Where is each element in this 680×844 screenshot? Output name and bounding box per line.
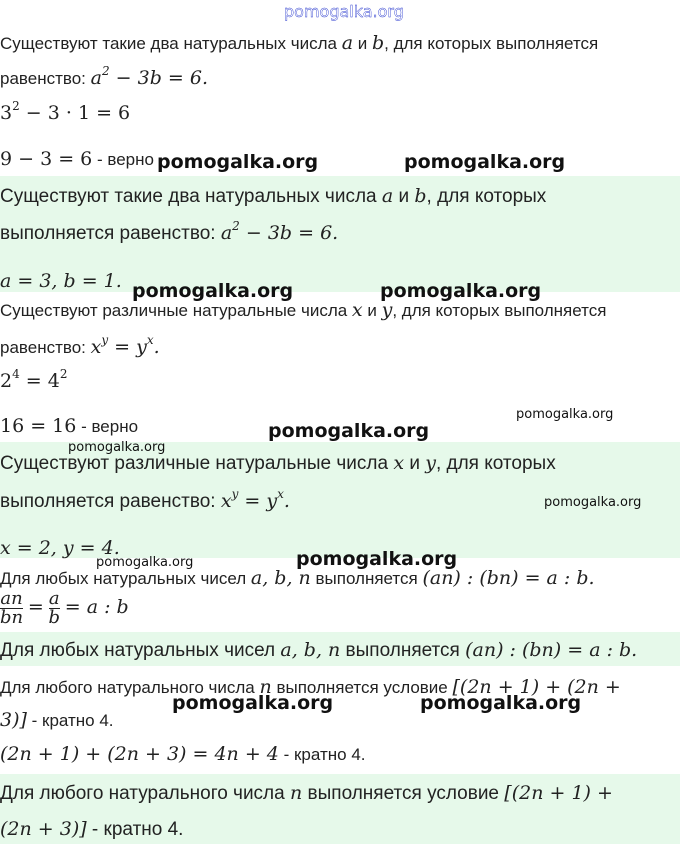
statement-text: Для любого натурального числа	[0, 678, 260, 697]
math-var: a	[341, 32, 354, 54]
math-var: a	[381, 185, 394, 207]
answer-text: Для любых натуральных чисел	[0, 640, 281, 661]
watermark: pomogalka.org	[296, 548, 458, 570]
answer-text: Для любого натурального числа	[0, 783, 290, 804]
equation: $3^2 - 3 \cdot 1 = 6$	[0, 98, 131, 124]
statement-2-line-2	[0, 332, 160, 359]
statement-text: выполняется	[310, 569, 423, 588]
equation: (an) : (bn) = a : b.	[465, 639, 638, 661]
answer-4-line-2	[0, 818, 183, 841]
watermark: pomogalka.org	[380, 280, 542, 302]
equation: [(2n + 1) + (2n +	[452, 676, 621, 698]
calc-2-line-2	[0, 415, 138, 438]
fraction-numerator: a	[48, 588, 60, 609]
header-site-watermark: pomogalka.org	[284, 2, 404, 21]
math-var: y	[425, 452, 436, 474]
answer-1-line-2	[0, 218, 339, 245]
math-vars: a, b, n	[250, 567, 311, 589]
answer-text: выполняется равенство:	[0, 223, 221, 244]
watermark: pomogalka.org	[404, 151, 566, 173]
equation: $x^y = y^x$.	[90, 332, 160, 358]
math-vars: a, b, n	[280, 639, 341, 661]
statement-1-line-1	[0, 32, 598, 55]
verdict: - кратно 4.	[278, 745, 366, 764]
equation: 3)]	[0, 709, 27, 731]
answer-1-result	[0, 270, 122, 293]
equation: (an) : (bn) = a : b.	[422, 567, 595, 589]
verdict: - кратно 4.	[26, 711, 114, 730]
watermark: pomogalka.org	[516, 407, 614, 422]
calc-1-line-2	[0, 148, 154, 171]
statement-text: Существуют такие два натуральных числа	[0, 34, 342, 53]
answer-text: Существуют такие два натуральных числа	[0, 186, 382, 207]
answer-1-line-1	[0, 185, 546, 208]
calc-1-line-1	[0, 98, 131, 125]
math-var: b	[371, 32, 385, 54]
answer-3	[0, 639, 637, 662]
statement-text: Для любых натуральных чисел	[0, 569, 251, 588]
watermark: pomogalka.org	[172, 692, 334, 714]
answer-text: выполняется условие	[302, 783, 505, 804]
verdict: - верно	[76, 417, 139, 436]
watermark: pomogalka.org	[544, 495, 642, 510]
answer-text: и	[404, 453, 426, 474]
statement-text: и	[362, 301, 382, 320]
watermark: pomogalka.org	[157, 151, 319, 173]
answer-2-line-1	[0, 452, 556, 475]
verdict: - верно	[92, 150, 154, 169]
watermark: pomogalka.org	[132, 280, 294, 302]
calc-3: $\frac{an}{bn}$ = $\frac{a}{b}$ = a : b	[0, 588, 129, 628]
answer-2-line-2	[0, 486, 290, 513]
statement-text: , для которых выполняется	[392, 301, 607, 320]
equation: $2^4 = 4^2$	[0, 366, 68, 392]
answer-text: , для которых	[435, 453, 556, 474]
equation: $x^y = y^x$.	[220, 486, 290, 512]
equation: $a^2 - 3b = 6$.	[220, 218, 339, 244]
math-var: b	[414, 185, 427, 207]
watermark: pomogalka.org	[268, 420, 430, 442]
statement-text: равенство:	[0, 338, 91, 357]
answer-text: , для которых	[426, 186, 547, 207]
equation: [(2n + 1) +	[504, 782, 613, 804]
verdict: - кратно 4.	[86, 819, 184, 840]
answer-text: выполняется	[340, 640, 466, 661]
answer-text: и	[393, 186, 415, 207]
calc-4	[0, 743, 366, 766]
equation: $a^2 - 3b = 6$.	[90, 63, 208, 89]
statement-text: и	[353, 34, 372, 53]
calc-2-line-1	[0, 366, 68, 393]
statement-text: , для которых выполняется	[384, 34, 599, 53]
answer-text: выполняется равенство:	[0, 491, 221, 512]
statement-text: выполняется условие	[271, 678, 453, 697]
watermark: pomogalka.org	[420, 692, 582, 714]
equation: (2n + 3)]	[0, 818, 87, 840]
math-var: n	[259, 676, 272, 698]
answer-result: x = 2, y = 4.	[0, 537, 120, 559]
statement-1-line-2	[0, 63, 208, 90]
answer-4-line-1	[0, 782, 613, 805]
fraction-denominator: bn	[0, 607, 24, 628]
answer-result: a = 3, b = 1.	[0, 270, 122, 292]
math-var: n	[290, 782, 303, 804]
watermark: pomogalka.org	[96, 555, 194, 570]
math-var: x	[393, 452, 405, 474]
statement-3	[0, 567, 595, 590]
statement-text: Существуют различные натуральные числа	[0, 301, 352, 320]
fraction-a-b	[49, 590, 61, 627]
equation: = a : b	[64, 595, 129, 618]
answer-text: Существуют различные натуральные числа	[0, 453, 394, 474]
equation: (2n + 1) + (2n + 3) = 4n + 4	[0, 743, 279, 765]
statement-2-line-1	[0, 299, 606, 322]
fraction-numerator: an	[0, 588, 23, 609]
fraction-an-bn	[0, 590, 23, 627]
equation: 16 = 16	[0, 415, 77, 437]
equation: 9 − 3 = 6	[0, 148, 93, 170]
math-var: x	[351, 299, 363, 321]
watermark: pomogalka.org	[68, 440, 166, 455]
fraction-denominator: b	[48, 607, 61, 628]
math-var: y	[381, 299, 393, 321]
statement-text: равенство:	[0, 69, 91, 88]
statement-4-line-2	[0, 709, 114, 732]
